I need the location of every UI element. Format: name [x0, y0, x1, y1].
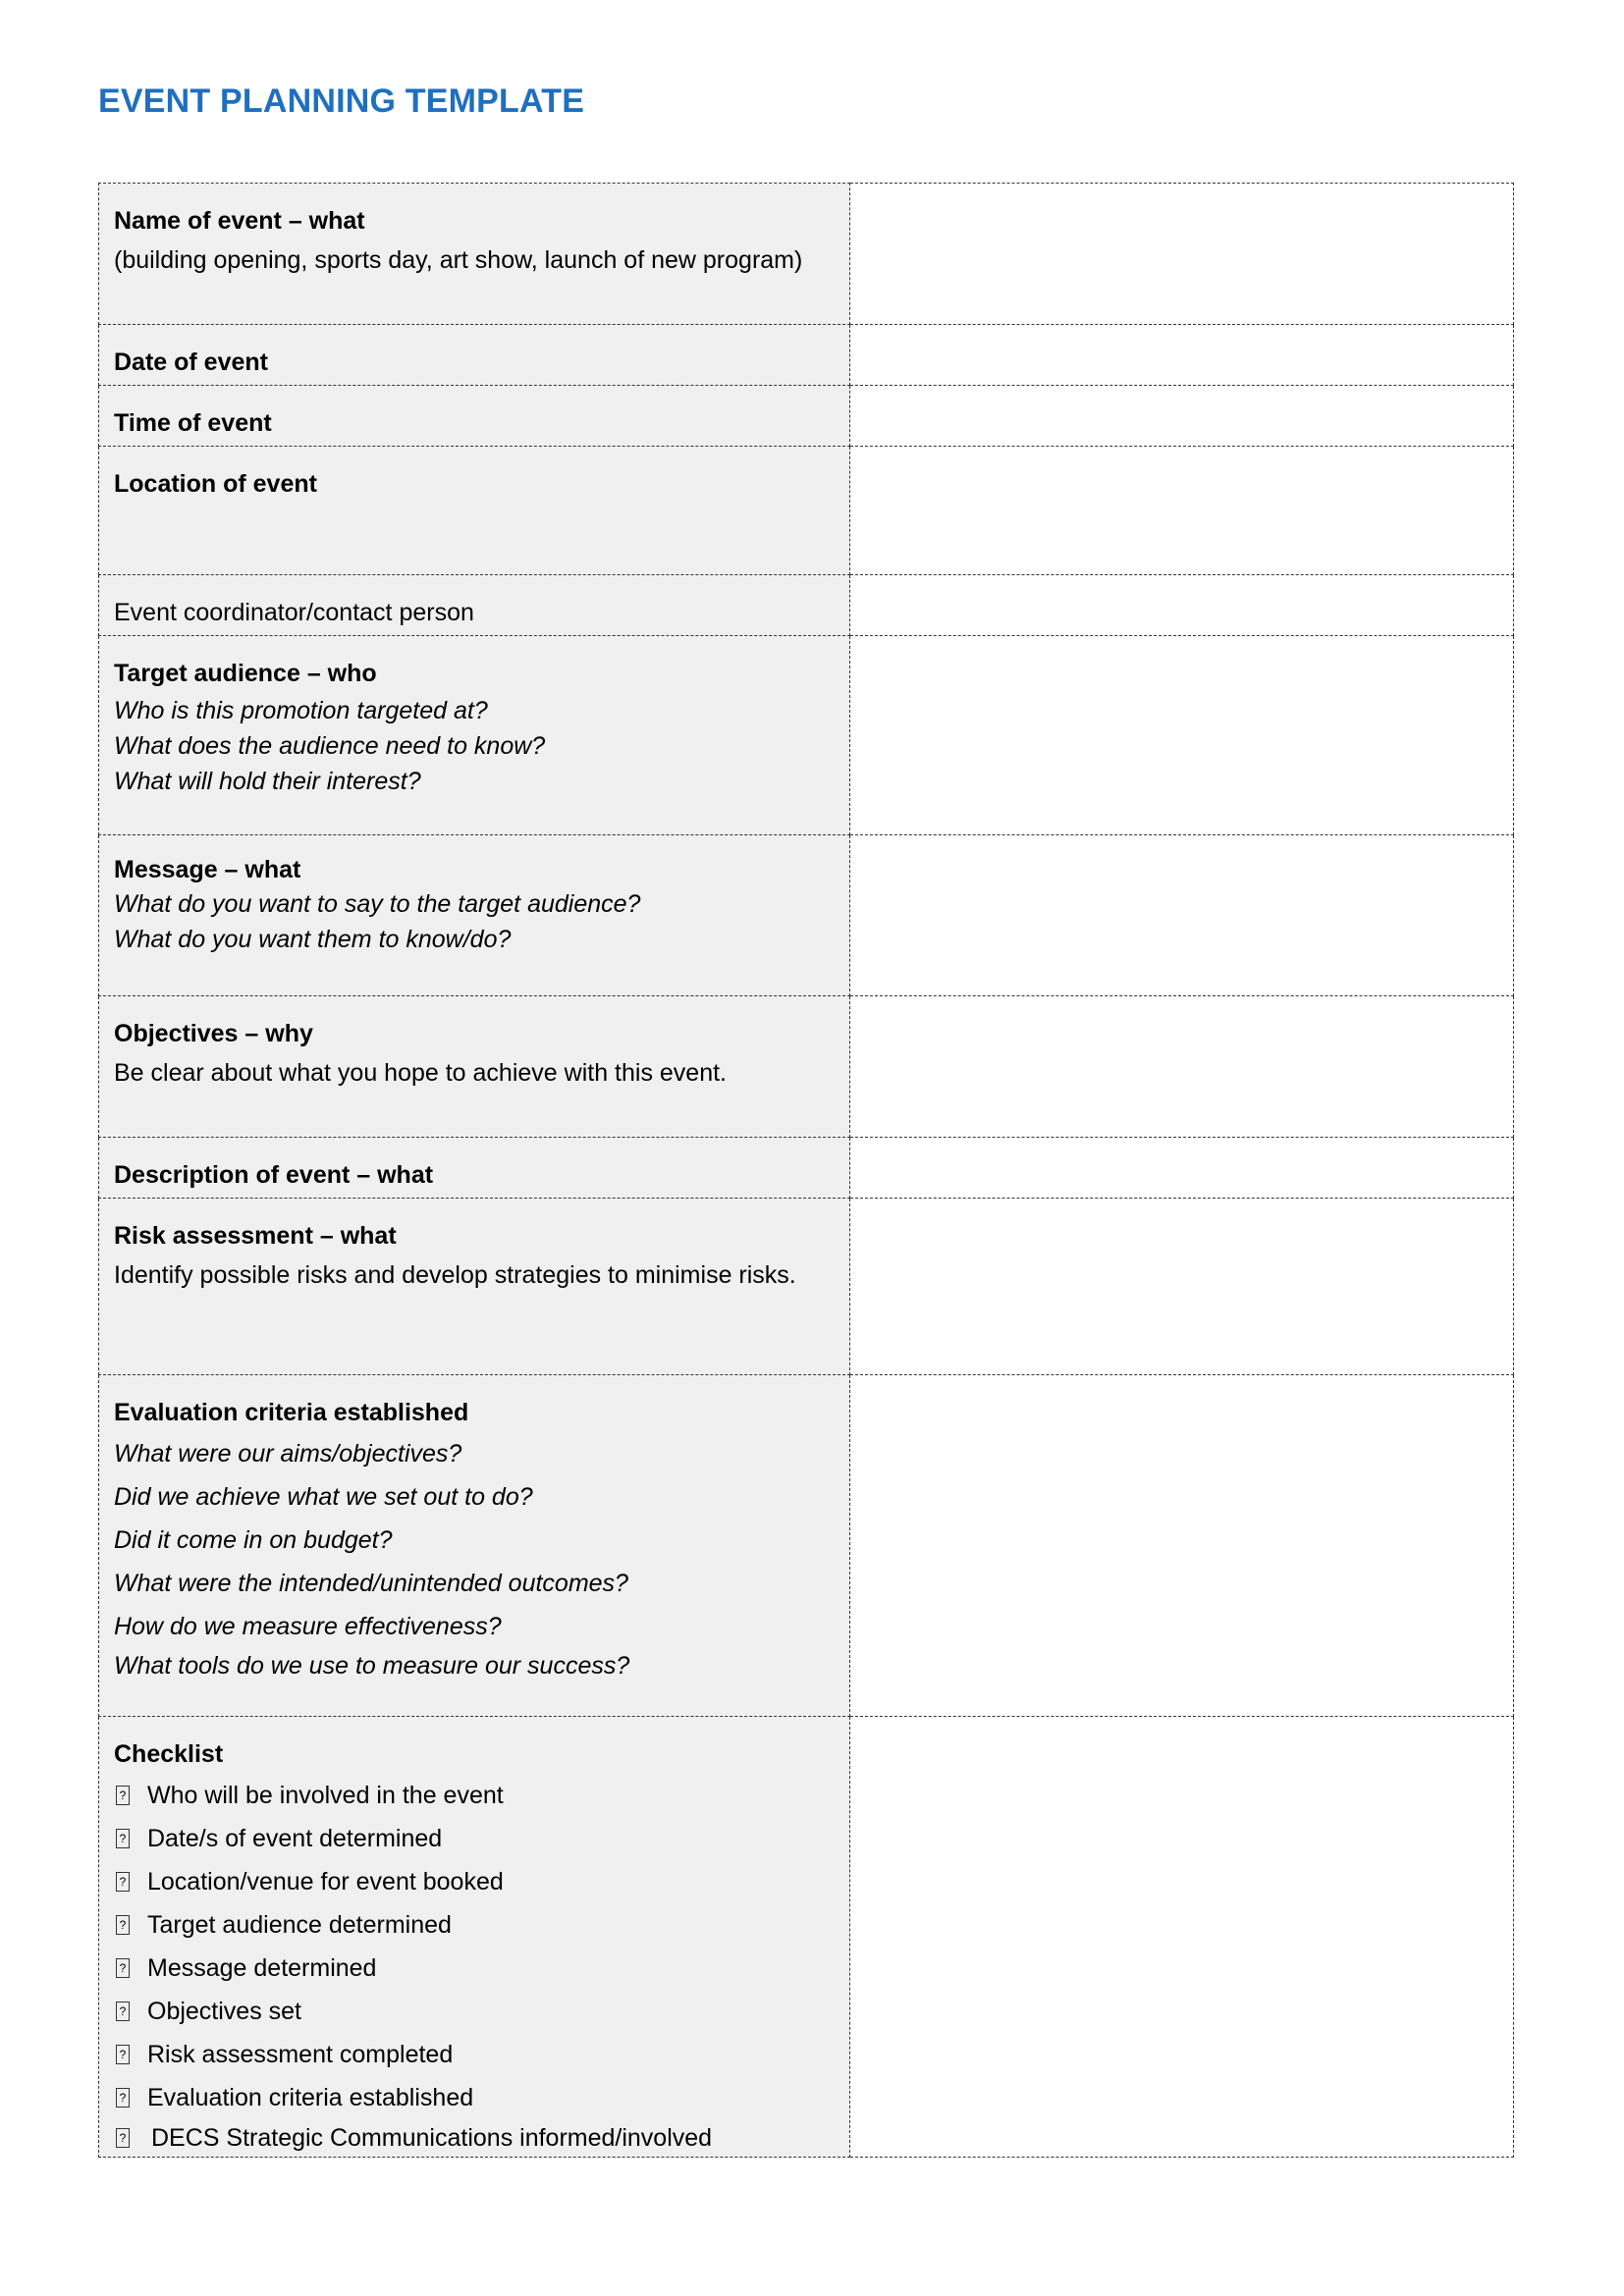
checkbox-icon[interactable]: ?: [116, 1786, 130, 1805]
label-cell: [99, 386, 850, 447]
checklist-item[interactable]: [114, 1990, 836, 2033]
row-coordinator: [99, 575, 1514, 636]
checkbox-icon[interactable]: ?: [116, 1829, 130, 1848]
checklist-item-label: Objectives set: [147, 1998, 302, 2025]
planning-table: [98, 183, 1514, 2158]
row-heading: Location of event: [114, 470, 317, 498]
row-heading: Evaluation criteria established: [114, 1399, 469, 1426]
label-cell: [99, 1375, 850, 1717]
row-message: [99, 835, 1514, 996]
checkbox-icon[interactable]: ?: [116, 1915, 130, 1935]
audience-input-cell[interactable]: [850, 636, 1514, 835]
label-cell: [99, 325, 850, 386]
location-input-cell[interactable]: [850, 447, 1514, 575]
checklist-item[interactable]: [114, 1903, 836, 1947]
checklist-item-label: Target audience determined: [147, 1911, 452, 1939]
message-input-cell[interactable]: [850, 835, 1514, 996]
checklist-item-label: Evaluation criteria established: [147, 2084, 474, 2111]
checklist-item[interactable]: [114, 2119, 836, 2157]
label-cell: [99, 1199, 850, 1375]
row-audience: [99, 636, 1514, 835]
label-cell: [99, 636, 850, 835]
date-input-cell[interactable]: [850, 325, 1514, 386]
row-risk: [99, 1199, 1514, 1375]
label-cell: [99, 184, 850, 325]
row-description: Identify possible risks and develop strategies to minimise risks.: [114, 1261, 796, 1289]
row-objectives: [99, 996, 1514, 1138]
checkbox-icon[interactable]: ?: [116, 1872, 130, 1892]
label-cell: [99, 1717, 850, 2158]
row-heading: Objectives – why: [114, 1020, 313, 1047]
checklist-item[interactable]: [114, 1947, 836, 1990]
checkbox-icon[interactable]: ?: [116, 2002, 130, 2021]
label-cell: [99, 575, 850, 636]
row-heading: Name of event – what: [114, 207, 365, 235]
question: What will hold their interest?: [114, 768, 421, 795]
checklist-item-label: Risk assessment completed: [147, 2041, 454, 2068]
checklist-item-label: Who will be involved in the event: [147, 1782, 504, 1809]
checkbox-icon[interactable]: ?: [116, 2128, 130, 2148]
row-heading: Event coordinator/contact person: [114, 599, 474, 626]
row-description: [99, 1138, 1514, 1199]
checklist-item[interactable]: [114, 2076, 836, 2119]
checklist-item-label: Message determined: [147, 1954, 377, 1982]
evaluation-input-cell[interactable]: [850, 1375, 1514, 1717]
description-input-cell[interactable]: [850, 1138, 1514, 1199]
label-cell: [99, 835, 850, 996]
row-time: [99, 386, 1514, 447]
row-heading: Description of event – what: [114, 1161, 434, 1189]
label-cell: [99, 1138, 850, 1199]
row-heading: Risk assessment – what: [114, 1222, 397, 1250]
checklist-item-label: Date/s of event determined: [147, 1825, 443, 1852]
row-heading: Checklist: [114, 1740, 224, 1768]
checklist-item[interactable]: [114, 1860, 836, 1903]
row-description: Be clear about what you hope to achieve with this event.: [114, 1059, 727, 1087]
checklist-item[interactable]: [114, 1817, 836, 1860]
row-evaluation: [99, 1375, 1514, 1717]
question: What does the audience need to know?: [114, 732, 546, 760]
page-title: EVENT PLANNING TEMPLATE: [98, 82, 585, 120]
question: Did we achieve what we set out to do?: [114, 1483, 533, 1511]
checklist-item[interactable]: [114, 1774, 836, 1817]
question: Who is this promotion targeted at?: [114, 697, 488, 724]
question: What do you want them to know/do?: [114, 926, 512, 953]
question: What do you want to say to the target audience?: [114, 890, 641, 918]
objectives-input-cell[interactable]: [850, 996, 1514, 1138]
row-heading: Date of event: [114, 348, 268, 376]
checkbox-icon[interactable]: ?: [116, 2088, 130, 2108]
checklist-item-label: Location/venue for event booked: [147, 1868, 504, 1896]
question: What tools do we use to measure our success?: [114, 1652, 630, 1680]
row-location: [99, 447, 1514, 575]
risk-input-cell[interactable]: [850, 1199, 1514, 1375]
question: What were the intended/unintended outcomes?: [114, 1570, 628, 1597]
checkbox-icon[interactable]: ?: [116, 1958, 130, 1978]
checklist-input-cell[interactable]: [850, 1717, 1514, 2158]
label-cell: [99, 447, 850, 575]
question: Did it come in on budget?: [114, 1526, 393, 1554]
question: How do we measure effectiveness?: [114, 1613, 502, 1640]
row-heading: Message – what: [114, 856, 301, 883]
row-date: [99, 325, 1514, 386]
checklist-item-label: DECS Strategic Communications informed/involved: [151, 2124, 713, 2152]
label-cell: [99, 996, 850, 1138]
time-input-cell[interactable]: [850, 386, 1514, 447]
row-name: [99, 184, 1514, 325]
row-heading: Target audience – who: [114, 660, 377, 687]
question: What were our aims/objectives?: [114, 1440, 462, 1468]
checklist-item[interactable]: [114, 2033, 836, 2076]
name-input-cell[interactable]: [850, 184, 1514, 325]
coordinator-input-cell[interactable]: [850, 575, 1514, 636]
row-description: (building opening, sports day, art show, launch of new program): [114, 246, 803, 274]
row-heading: Time of event: [114, 409, 272, 437]
row-checklist: [99, 1717, 1514, 2158]
checkbox-icon[interactable]: ?: [116, 2045, 130, 2064]
